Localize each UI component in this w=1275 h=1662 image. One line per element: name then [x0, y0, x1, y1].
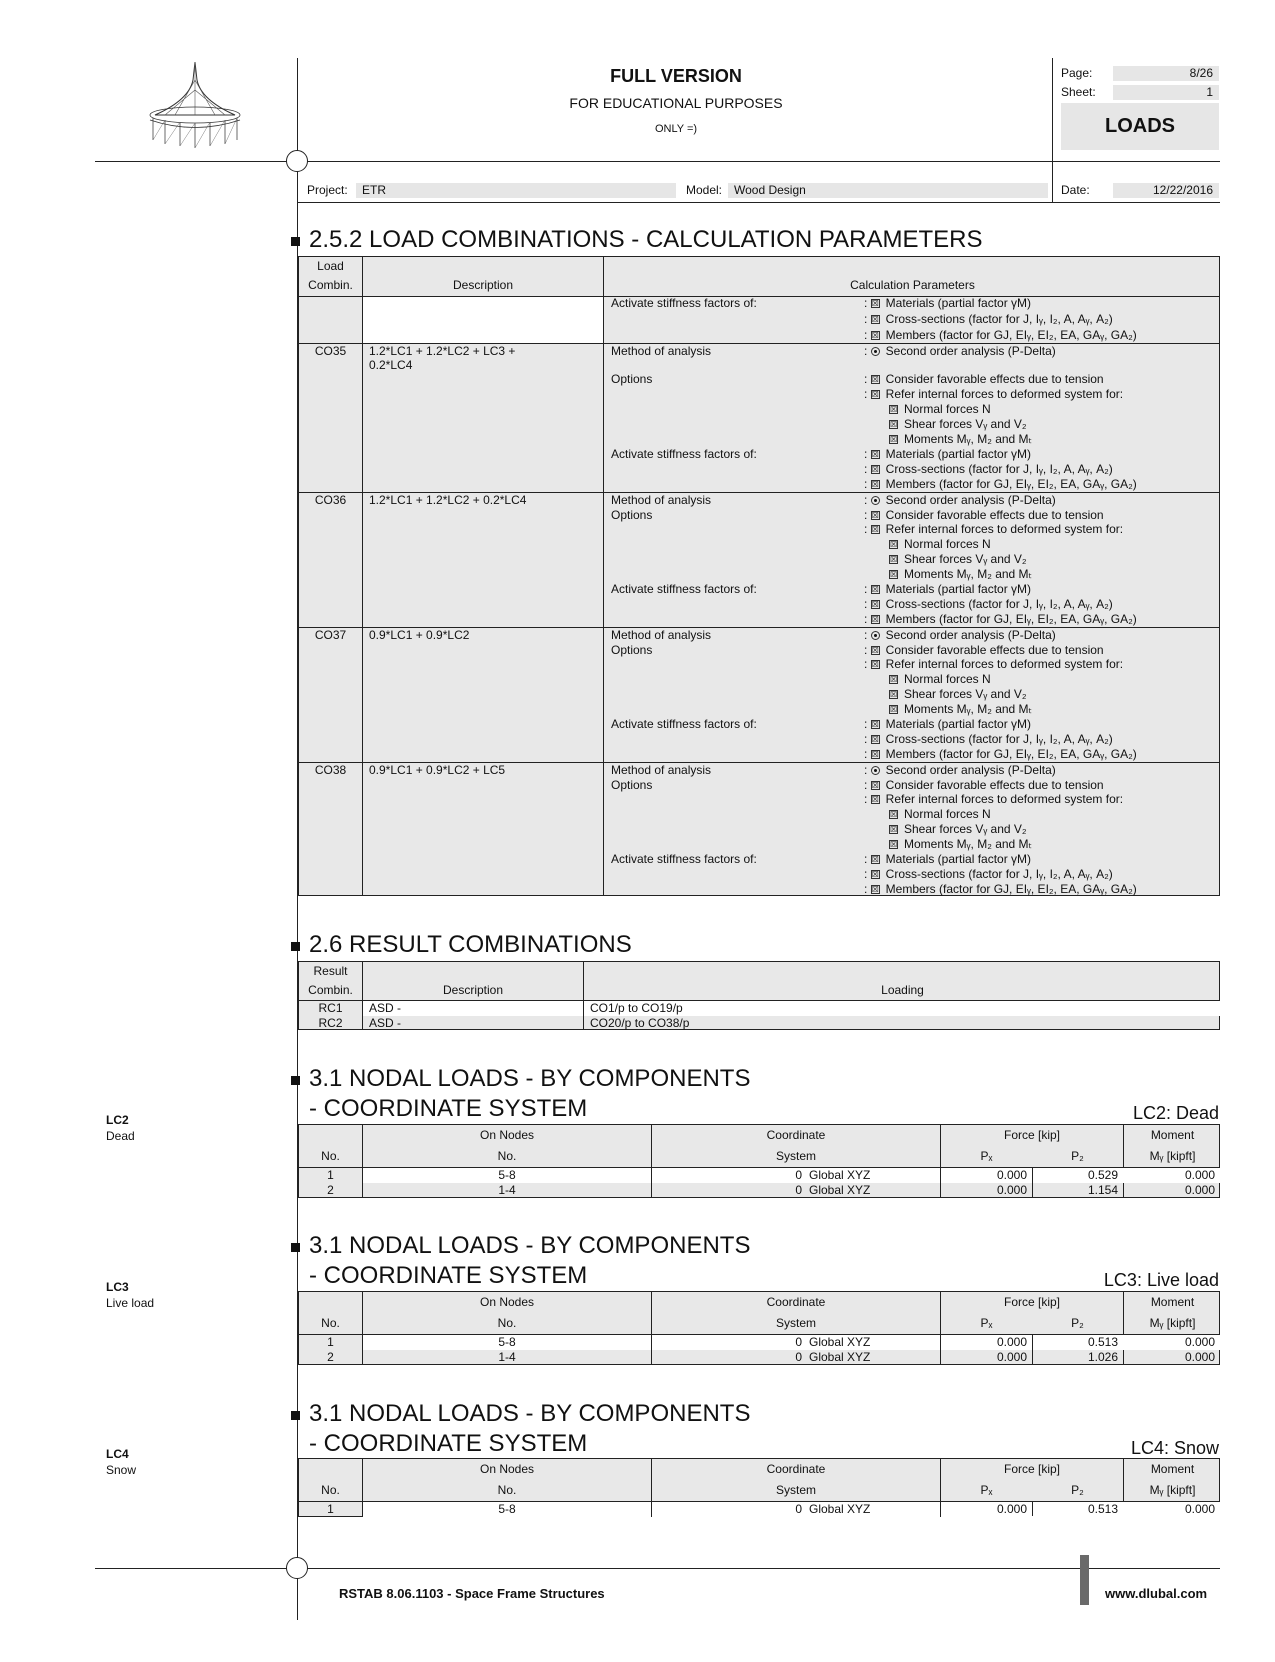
co35-second-order: : Second order analysis (P-Delta) [864, 344, 1056, 358]
header-system: System [775, 1483, 816, 1497]
page-value: 8/26 [1113, 66, 1219, 81]
table-row-cs: Global XYZ [809, 1502, 871, 1516]
table-row-cs: Global XYZ [809, 1183, 871, 1197]
co36-options: Options [611, 508, 653, 522]
table-row-no: 2 [327, 1183, 334, 1197]
header-force: Force [kip] [1003, 1128, 1060, 1142]
header-pz: P₂ [1071, 1483, 1084, 1497]
nodal-loads-table-lc2 [298, 1124, 1220, 1198]
table-row-my: 0.000 [1184, 1335, 1215, 1349]
header-combin: Combin. [308, 278, 353, 292]
header-combin: Combin. [308, 983, 353, 997]
co37-favorable: : ☒ Consider favorable effects due to tension [864, 643, 1104, 657]
project-value: ETR [356, 183, 676, 198]
table-row-my: 0.000 [1184, 1502, 1215, 1516]
header-px: Pₓ [980, 1483, 993, 1497]
table-row-pz: 1.154 [1087, 1183, 1118, 1197]
table-row-cs: Global XYZ [809, 1350, 871, 1364]
co36-cross: : ☒ Cross-sections (factor for J, Iᵧ, I₂, A, Aᵧ, A₂) [864, 597, 1113, 611]
table-row-no: 1 [327, 1168, 334, 1182]
co38-cross: : ☒ Cross-sections (factor for J, Iᵧ, I₂, A, Aᵧ, A₂) [864, 867, 1113, 881]
table-row-cs-no: 0 [795, 1183, 802, 1197]
table-row-pz: 0.529 [1087, 1168, 1118, 1182]
co37-materials: : ☒ Materials (partial factor γM) [864, 717, 1032, 731]
co37-stiffness: Activate stiffness factors of: [611, 717, 757, 731]
section-bullet [291, 1076, 300, 1085]
side-lc3: LC3 Live load [106, 1280, 155, 1310]
co37-options: Options [611, 643, 653, 657]
co38-shear: ☒ Shear forces Vᵧ and V₂ [890, 822, 1027, 836]
table-row-my: 0.000 [1184, 1168, 1215, 1182]
model-value: Wood Design [728, 183, 1048, 198]
co38-stiffness: Activate stiffness factors of: [611, 852, 757, 866]
table-row-no: 1 [327, 1502, 334, 1516]
co36-favorable: : ☒ Consider favorable effects due to tension [864, 508, 1104, 522]
co37-refer: : ☒ Refer internal forces to deformed system for: [864, 657, 1124, 671]
nodal-3-tag: LC4: Snow [1130, 1438, 1219, 1458]
rc2-loading: CO20/p to CO38/p [590, 1016, 690, 1030]
load-combinations-table [298, 256, 1220, 896]
table-row-cs: Global XYZ [809, 1168, 871, 1182]
header-px: Pₓ [980, 1149, 993, 1163]
table-row-no: 1 [327, 1335, 334, 1349]
model-label: Model: [686, 183, 723, 197]
table-row-pz: 0.513 [1087, 1502, 1118, 1516]
project-label: Project: [307, 183, 348, 197]
version-title: FULL VERSION [610, 66, 742, 86]
co38-refer: : ☒ Refer internal forces to deformed system for: [864, 792, 1124, 806]
date-label: Date: [1061, 183, 1090, 197]
header-load: Load [317, 259, 344, 273]
co35-shear: ☒ Shear forces Vᵧ and V₂ [890, 417, 1027, 431]
table-row-no: 2 [327, 1350, 334, 1364]
co38-options: Options [611, 778, 653, 792]
table-row-nodes: 1-4 [498, 1183, 516, 1197]
header-loading: Loading [881, 983, 924, 997]
co36-second-order: : Second order analysis (P-Delta) [864, 493, 1056, 507]
table-row-px: 0.000 [996, 1183, 1027, 1197]
header-pz: P₂ [1071, 1149, 1084, 1163]
footer-url: www.dlubal.com [1105, 1586, 1208, 1601]
side-lc4: LC4 Snow [106, 1447, 137, 1477]
table-row-cs-no: 0 [795, 1168, 802, 1182]
table-row-px: 0.000 [996, 1168, 1027, 1182]
co38-members: : ☒ Members (factor for GJ, EIᵧ, EI₂, EA, GAᵧ, GA₂) [864, 882, 1137, 896]
co38-favorable: : ☒ Consider favorable effects due to tension [864, 778, 1104, 792]
table-row-pz: 0.513 [1087, 1335, 1118, 1349]
co36-desc: 1.2*LC1 + 1.2*LC2 + 0.2*LC4 [369, 493, 527, 507]
table-row-px: 0.000 [996, 1350, 1027, 1364]
header-on-nodes: On Nodes [479, 1128, 535, 1142]
header-nodes-no: No. [497, 1483, 517, 1497]
co35-desc: 1.2*LC1 + 1.2*LC2 + LC3 + [369, 344, 516, 358]
header-my: Mᵧ [kipft] [1149, 1483, 1196, 1497]
header-calc-params: Calculation Parameters [850, 278, 975, 292]
co35-id: CO35 [314, 344, 347, 358]
table-row-my: 0.000 [1184, 1183, 1215, 1197]
header-description: Description [442, 983, 504, 997]
cross-row: : ☒ Cross-sections (factor for J, Iᵧ, I₂, A, Aᵧ, A₂) [864, 312, 1113, 326]
co38-normal: ☒ Normal forces N [890, 807, 991, 821]
rc1-id: RC1 [318, 1001, 343, 1015]
header-no: No. [321, 1316, 340, 1330]
table-row-cs-no: 0 [795, 1335, 802, 1349]
co36-materials: : ☒ Materials (partial factor γM) [864, 582, 1032, 596]
members-row: : ☒ Members (factor for GJ, EIᵧ, EI₂, EA, GAᵧ, GA₂) [864, 328, 1137, 342]
co38-method: Method of analysis [611, 763, 712, 777]
nodal-3-title-2: - COORDINATE SYSTEM [309, 1430, 588, 1457]
co37-second-order: : Second order analysis (P-Delta) [864, 628, 1056, 642]
header-moment: Moment [1150, 1128, 1195, 1142]
co35-options: Options [611, 372, 653, 386]
nodal-loads-table-lc4 [298, 1458, 1220, 1517]
table-row-nodes: 1-4 [498, 1350, 516, 1364]
materials-row: : ☒ Materials (partial factor γM) [864, 296, 1032, 310]
table-row-my: 0.000 [1184, 1350, 1215, 1364]
rc2-id: RC2 [318, 1016, 343, 1030]
co35-materials: : ☒ Materials (partial factor γM) [864, 447, 1032, 461]
stiffness-label: Activate stiffness factors of: [611, 296, 757, 310]
table-row-cs-no: 0 [795, 1350, 802, 1364]
nodal-1-tag: LC2: Dead [1132, 1103, 1219, 1123]
table-row-px: 0.000 [996, 1502, 1027, 1516]
co37-normal: ☒ Normal forces N [890, 672, 991, 686]
header-result: Result [313, 964, 348, 978]
header-on-nodes: On Nodes [479, 1295, 535, 1309]
nodal-3-title: 3.1 NODAL LOADS - BY COMPONENTS [309, 1400, 751, 1427]
co36-id: CO36 [314, 493, 347, 507]
header-moment: Moment [1150, 1462, 1195, 1476]
table-row-nodes: 5-8 [498, 1335, 516, 1349]
co37-method: Method of analysis [611, 628, 712, 642]
version-subtitle-2: ONLY =) [654, 123, 698, 135]
header-coordinate: Coordinate [766, 1128, 826, 1142]
date-value: 12/22/2016 [1113, 183, 1219, 198]
nodal-1-title: 3.1 NODAL LOADS - BY COMPONENTS [309, 1065, 751, 1092]
header-no: No. [321, 1483, 340, 1497]
header-moment: Moment [1150, 1295, 1195, 1309]
nodal-1-title-2: - COORDINATE SYSTEM [309, 1095, 588, 1122]
section-26-title: 2.6 RESULT COMBINATIONS [309, 931, 632, 958]
footer-bar [1080, 1555, 1089, 1605]
co36-normal: ☒ Normal forces N [890, 537, 991, 551]
co35-method: Method of analysis [611, 344, 712, 358]
co36-refer: : ☒ Refer internal forces to deformed system for: [864, 522, 1124, 536]
page-label: Page: [1061, 66, 1093, 80]
section-bullet [291, 1243, 300, 1252]
result-combinations-table [298, 961, 1220, 1030]
section-bullet [291, 237, 300, 246]
co37-cross: : ☒ Cross-sections (factor for J, Iᵧ, I₂, A, Aᵧ, A₂) [864, 732, 1113, 746]
footer-software: RSTAB 8.06.1103 - Space Frame Structures [339, 1586, 605, 1601]
nodal-2-title: 3.1 NODAL LOADS - BY COMPONENTS [309, 1232, 751, 1259]
logo [135, 60, 255, 150]
co35-normal: ☒ Normal forces N [890, 402, 991, 416]
sheet-label: Sheet: [1061, 85, 1096, 99]
co38-moments: ☒ Moments Mᵧ, M₂ and Mₜ [890, 837, 1033, 851]
co36-moments: ☒ Moments Mᵧ, M₂ and Mₜ [890, 567, 1033, 581]
co35-favorable: : ☒ Consider favorable effects due to tension [864, 372, 1104, 386]
header-system: System [775, 1316, 816, 1330]
co37-desc: 0.9*LC1 + 0.9*LC2 [369, 628, 470, 642]
rc1-loading: CO1/p to CO19/p [590, 1001, 683, 1015]
sheet-value: 1 [1113, 85, 1219, 100]
header-force: Force [kip] [1003, 1295, 1060, 1309]
version-subtitle: FOR EDUCATIONAL PURPOSES [569, 95, 783, 111]
co38-second-order: : Second order analysis (P-Delta) [864, 763, 1056, 777]
table-row-nodes: 5-8 [498, 1502, 516, 1516]
co36-stiffness: Activate stiffness factors of: [611, 582, 757, 596]
section-bullet [291, 1411, 300, 1420]
co36-shear: ☒ Shear forces Vᵧ and V₂ [890, 552, 1027, 566]
co36-members: : ☒ Members (factor for GJ, EIᵧ, EI₂, EA, GAᵧ, GA₂) [864, 612, 1137, 626]
rc1-desc: ASD - [369, 1001, 402, 1015]
header-my: Mᵧ [kipft] [1149, 1316, 1196, 1330]
co35-stiffness: Activate stiffness factors of: [611, 447, 757, 461]
header-on-nodes: On Nodes [479, 1462, 535, 1476]
section-bullet [291, 942, 300, 951]
co37-id: CO37 [314, 628, 347, 642]
co35-cross: : ☒ Cross-sections (factor for J, Iᵧ, I₂, A, Aᵧ, A₂) [864, 462, 1113, 476]
header-coordinate: Coordinate [766, 1462, 826, 1476]
nodal-loads-table-lc3 [298, 1291, 1220, 1365]
header-description: Description [452, 278, 514, 292]
co38-id: CO38 [314, 763, 347, 777]
co37-shear: ☒ Shear forces Vᵧ and V₂ [890, 687, 1027, 701]
header-system: System [775, 1149, 816, 1163]
co35-desc-2: 0.2*LC4 [369, 358, 413, 372]
table-row-cs-no: 0 [795, 1502, 802, 1516]
header-force: Force [kip] [1003, 1462, 1060, 1476]
co35-refer: : ☒ Refer internal forces to deformed system for: [864, 387, 1124, 401]
table-row-cs: Global XYZ [809, 1335, 871, 1349]
table-row-pz: 1.026 [1087, 1350, 1118, 1364]
header-nodes-no: No. [497, 1316, 517, 1330]
section-252-title: 2.5.2 LOAD COMBINATIONS - CALCULATION PARAMETERS [309, 226, 983, 253]
nodal-2-tag: LC3: Live load [1103, 1270, 1219, 1290]
co35-moments: ☒ Moments Mᵧ, M₂ and Mₜ [890, 432, 1033, 446]
table-row-nodes: 5-8 [498, 1168, 516, 1182]
header-coordinate: Coordinate [766, 1295, 826, 1309]
co37-moments: ☒ Moments Mᵧ, M₂ and Mₜ [890, 702, 1033, 716]
section-box: LOADS [1061, 103, 1219, 150]
nodal-2-title-2: - COORDINATE SYSTEM [309, 1262, 588, 1289]
header-no: No. [321, 1149, 340, 1163]
header-px: Pₓ [980, 1316, 993, 1330]
co35-members: : ☒ Members (factor for GJ, EIᵧ, EI₂, EA, GAᵧ, GA₂) [864, 477, 1137, 491]
header-pz: P₂ [1071, 1316, 1084, 1330]
side-lc2: LC2 Dead [106, 1113, 135, 1143]
table-row-px: 0.000 [996, 1335, 1027, 1349]
co36-method: Method of analysis [611, 493, 712, 507]
co38-desc: 0.9*LC1 + 0.9*LC2 + LC5 [369, 763, 506, 777]
co37-members: : ☒ Members (factor for GJ, EIᵧ, EI₂, EA, GAᵧ, GA₂) [864, 747, 1137, 761]
header-nodes-no: No. [497, 1149, 517, 1163]
co38-materials: : ☒ Materials (partial factor γM) [864, 852, 1032, 866]
header-my: Mᵧ [kipft] [1149, 1149, 1196, 1163]
rc2-desc: ASD - [369, 1016, 402, 1030]
